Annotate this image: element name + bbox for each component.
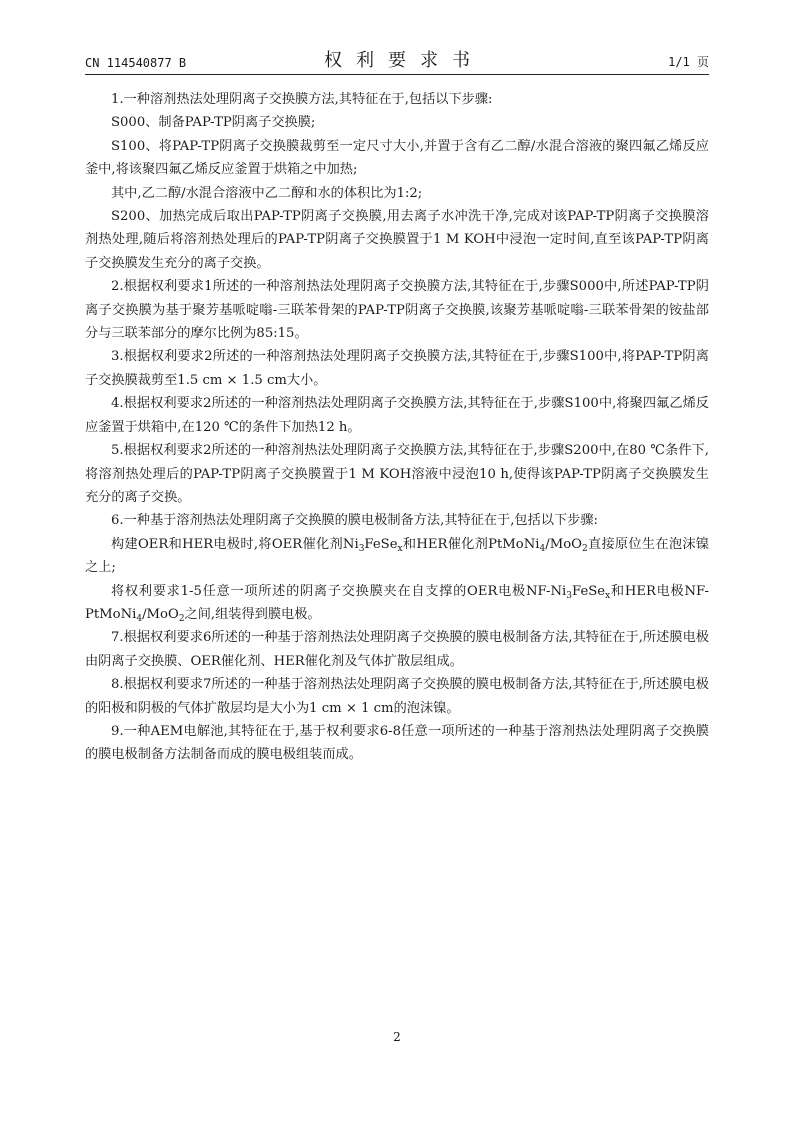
claim-6-step-a-text: FeSe — [364, 536, 398, 552]
claims-body — [85, 88, 709, 767]
subscript: 2 — [178, 613, 185, 624]
subscript: 2 — [581, 543, 588, 554]
subscript: 3 — [566, 590, 573, 601]
claim-1-intro: 1.一种溶剂热法处理阴离子交换膜方法,其特征在于,包括以下步骤: — [111, 92, 493, 107]
claim-6-step-a-text: 直接原位生在泡沫镍之上; — [85, 536, 709, 576]
claim-1-step-s100: S100、将PAP-TP阴离子交换膜裁剪至一定尺寸大小,并置于含有乙二醇/水混合溶液的聚四氟乙烯反应釜中,将该聚四氟乙烯反应釜置于烘箱之中加热; — [85, 138, 709, 178]
claim-6-step-b-text: 和HER电极NF-PtMoNi — [85, 583, 710, 622]
claim-2: 2.根据权利要求1所述的一种溶剂热法处理阴离子交换膜方法,其特征在于,步骤S000中,所述PAP-TP阴离子交换膜为基于聚芳基哌啶嗡-三联苯骨架的PAP-TP阴离子交换膜,该聚芳基哌啶嗡-三联苯骨架的铵盐部分与三联苯部分的摩尔比例为85:15。 — [85, 279, 709, 342]
claim-3: 3.根据权利要求2所述的一种溶剂热法处理阴离子交换膜方法,其特征在于,步骤S100中,将PAP-TP阴离子交换膜裁剪至1.5 cm × 1.5 cm大小。 — [85, 349, 709, 388]
subscript: x — [397, 543, 403, 554]
page-number: 2 — [393, 1030, 401, 1044]
claim-6-step-b-text: FeSe — [572, 583, 606, 599]
claim-6-step-b-text: 之间,组装得到膜电极。 — [184, 606, 321, 622]
document-title: 权利要求书 — [324, 50, 484, 71]
claim-6-step-a — [85, 533, 709, 580]
subscript: 4 — [136, 613, 143, 624]
claim-4: 4.根据权利要求2所述的一种溶剂热法处理阴离子交换膜方法,其特征在于,步骤S100中,将聚四氟乙烯反应釜置于烘箱中,在120 ℃的条件下加热12 h。 — [85, 396, 709, 435]
claim-6-step-a-text: 和HER催化剂PtMoNi — [402, 536, 540, 552]
subscript: 3 — [358, 543, 365, 554]
subscript: x — [605, 590, 611, 601]
claim-1-ratio: 其中,乙二醇/水混合溶液中乙二醇和水的体积比为1:2; — [111, 185, 423, 201]
header-divider — [85, 74, 709, 75]
claim-7: 7.根据权利要求6所述的一种基于溶剂热法处理阴离子交换膜的膜电极制备方法,其特征在于,所述膜电极由阴离子交换膜、OER催化剂、HER催化剂及气体扩散层组成。 — [85, 630, 709, 669]
claim-1-step-s200: S200、加热完成后取出PAP-TP阴离子交换膜,用去离子水冲洗干净,完成对该PAP-TP阴离子交换膜溶剂热处理,随后将溶剂热处理后的PAP-TP阴离子交换膜置于1 M KOH中浸泡一定时间,直至该PAP-TP阴离子交换膜发生充分的离子交换。 — [85, 209, 709, 271]
claim-6-step-a-text: /MoO — [545, 536, 582, 552]
claim-6-step-a-text: 构建OER和HER电极时,将OER催化剂Ni — [111, 536, 359, 552]
claim-1-step-s000: S000、制备PAP-TP阴离子交换膜; — [111, 115, 316, 131]
claim-6-step-b — [85, 580, 709, 627]
publication-number: CN 114540877 B — [85, 56, 187, 70]
claim-5: 5.根据权利要求2所述的一种溶剂热法处理阴离子交换膜方法,其特征在于,步骤S200中,在80 ℃条件下,将溶剂热处理后的PAP-TP阴离子交换膜置于1 M KOH溶液中浸泡10 h,使得该PAP-TP阴离子交换膜发生充分的离子交换。 — [85, 443, 709, 505]
claim-8: 8.根据权利要求7所述的一种基于溶剂热法处理阴离子交换膜的膜电极制备方法,其特征在于,所述膜电极的阳极和阴极的气体扩散层均是大小为1 cm × 1 cm的泡沫镍。 — [85, 677, 709, 716]
page-header — [85, 46, 709, 74]
claim-6-step-b-text: /MoO — [142, 606, 179, 622]
claim-9: 9.一种AEM电解池,其特征在于,基于权利要求6-8任意一项所述的一种基于溶剂热法处理阴离子交换膜的膜电极制备方法制备而成的膜电极组装而成。 — [85, 723, 709, 763]
page-label: 1/1 页 — [668, 55, 709, 69]
subscript: 4 — [539, 543, 546, 554]
claim-6-intro: 6.一种基于溶剂热法处理阴离子交换膜的膜电极制备方法,其特征在于,包括以下步骤: — [111, 513, 598, 529]
claim-6-step-b-text: 将权利要求1-5任意一项所述的阴离子交换膜夹在自支撑的OER电极NF-Ni — [111, 583, 567, 599]
